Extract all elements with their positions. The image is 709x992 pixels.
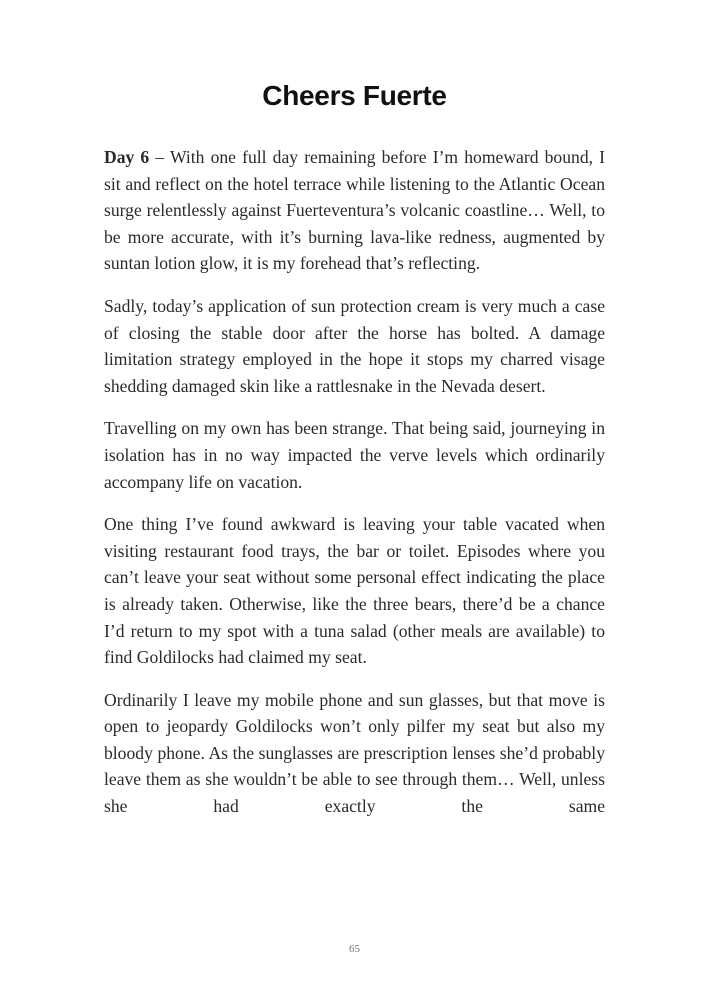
paragraph-3: Travelling on my own has been strange. That being said, journeying in isolation has in no way impacted the verve levels which ordinarily accompany life on vacation. — [104, 418, 605, 492]
paragraph-5: Ordinarily I leave my mobile phone and sun glasses, but that move is open to jeopardy Goldilocks won’t only pilfer my seat but also my bloody phone. As the sunglasses are prescription lenses she’d probably leave them as she wouldn’t be able to see through them… Well, unless she had exactly the same — [104, 689, 605, 817]
page-number: 65 — [349, 943, 360, 955]
chapter-body — [104, 144, 605, 836]
paragraph-2: Sadly, today’s application of sun protection cream is very much a case of closing the stable door after the horse has bolted. A damage limitation strategy employed in the hope it stops my charred visage shedding damaged skin like a rattlesnake in the Nevada desert. — [104, 295, 605, 396]
paragraph-4: One thing I’ve found awkward is leaving your table vacated when visiting restaurant food trays, the bar or toilet. Episodes where you can’t leave your seat without some personal effect indicating the place is already taken. Otherwise, like the three bears, there’d be a chance I’d return to my spot with a tuna salad (other meals are available) to find Goldilocks had claimed my seat. — [104, 514, 605, 668]
paragraph-1-text: – With one full day remaining before I’m homeward bound, I sit and reflect on the hotel terrace while listening to the Atlantic Ocean surge relentlessly against Fuerteventura’s volcanic coastline… Well, to be more accurate, with it’s burning lava-like redness, augmented by suntan lotion glow, it is my forehead that’s reflecting. — [104, 147, 606, 274]
paragraph-1 — [104, 144, 605, 277]
chapter-title: Cheers Fuerte — [262, 80, 447, 111]
day-label: Day 6 — [104, 147, 150, 167]
